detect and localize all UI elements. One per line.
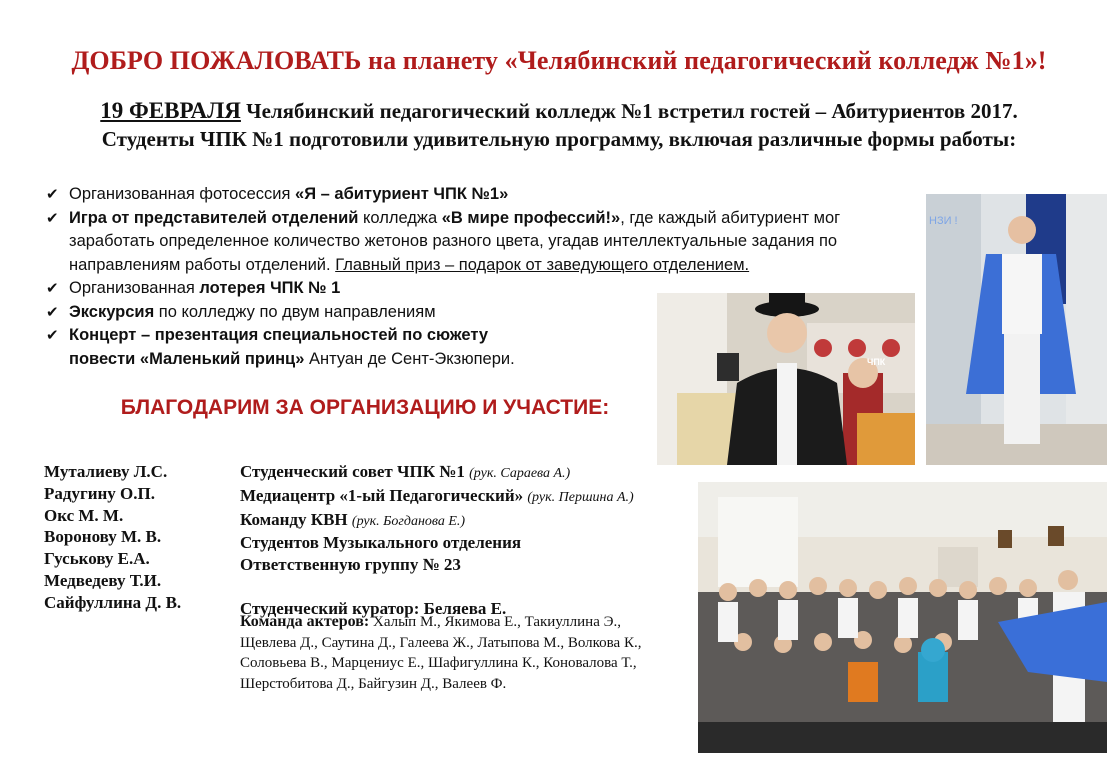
program-intro: Студенты ЧПК №1 подготовили удивительную программу, включая различные формы работы: — [101, 127, 1017, 151]
checkmark-icon: ✔ — [46, 280, 59, 297]
list-item: ✔ Организованная лотерея ЧПК № 1 — [46, 277, 866, 301]
event-headline-text: Челябинский педагогический колледж №1 встретил гостей – Абитуриентов 2017. — [246, 99, 1018, 123]
list-item: Сайфуллина Д. В. — [44, 592, 182, 612]
checkmark-icon: ✔ — [46, 186, 59, 203]
photo-little-prince — [926, 194, 1107, 465]
list-item: Муталиеву Л.С. — [44, 462, 168, 481]
list-item: Радугину О.П. — [44, 483, 155, 503]
actors-team — [240, 612, 680, 694]
list-item: ✔ Игра от представителей отделений колледжа «В мире профессий!», где каждый абитуриент мог заработать определенное количество жетонов разного цвета, угадав интеллектуальные задания по направлениям работы отделений. Главный приз – подарок от заведующего отделением. — [46, 208, 841, 274]
checkmark-icon: ✔ — [46, 209, 59, 227]
list-item: Гуськову Е.А. — [44, 549, 150, 569]
thanks-heading: БЛАГОДАРИМ ЗА ОРГАНИЗАЦИЮ И УЧАСТИЕ: — [120, 396, 610, 419]
photo-banner-text: ЧПК — [867, 357, 886, 367]
list-item: Медведеву Т.И. — [44, 570, 162, 590]
list-item: Студенческий совет ЧПК №1 (рук. Сараева А.) — [240, 462, 571, 481]
thanked-groups-list — [240, 461, 634, 620]
curator-line: Студенческий куратор: Беляева Е. — [240, 598, 507, 618]
photo-group — [698, 482, 1107, 753]
list-item: Команду КВН (рук. Богданова Е.) — [240, 509, 466, 529]
photo-lamplighter — [657, 293, 915, 465]
actors-list: Халып М., Якимова Е., Такиуллина Э., Щевлева Д., Саутина Д., Галеева Ж., Латыпова М., Волкова К., Соловьева В., Марцениус Е., Шафигуллина К., Коновалова Т., Шерстобитова Д., Байгузин Д., Валеев Ф. — [240, 614, 642, 692]
list-item: Окс М. М. — [44, 505, 124, 525]
list-item: Ответственную группу № 23 — [240, 555, 461, 575]
list-item: ✔ Экскурсия по колледжу по двум направлениям — [46, 301, 866, 325]
actors-label: Команда актеров: — [240, 613, 370, 630]
list-item: Медиацентр «1-ый Педагогический» (рук. Першина А.) — [240, 485, 634, 505]
list-item: ✔ Концерт – презентация специальностей по сюжету повести «Маленький принц» Антуан де Сент-Экзюпери. — [46, 326, 515, 368]
checkmark-icon: ✔ — [46, 327, 59, 344]
thanked-people-list — [44, 461, 181, 614]
checkmark-icon: ✔ — [46, 303, 59, 321]
event-headline — [0, 98, 1118, 124]
page-title: ДОБРО ПОЖАЛОВАТЬ на планету «Челябинский педагогический колледж №1»! — [71, 46, 1047, 75]
main-prize-text: Главный приз – подарок от заведующего отделением. — [335, 255, 750, 274]
list-item: ✔ Организованная фотосессия «Я – абитуриент ЧПК №1» — [46, 183, 866, 207]
list-item: Воронову М. В. — [44, 527, 162, 547]
event-date: 19 ФЕВРАЛЯ — [100, 98, 241, 123]
spacer — [240, 576, 634, 598]
photo-banner-text: НЗИ ! — [929, 215, 958, 227]
list-item: Студентов Музыкального отделения — [240, 533, 522, 553]
